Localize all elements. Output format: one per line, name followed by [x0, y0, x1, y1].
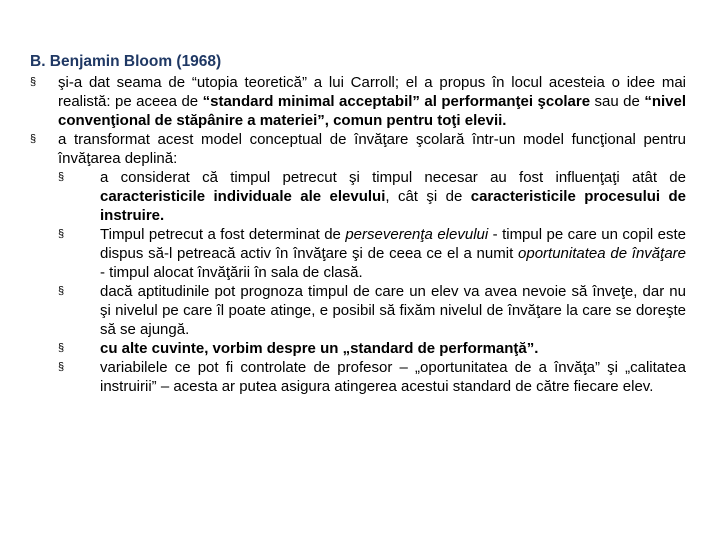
- sub-bullet-item: [30, 282, 686, 339]
- bullet-icon: §: [30, 76, 37, 88]
- item-text: , cât şi de: [385, 188, 471, 205]
- item-text: - timpul alocat învăţării în sala de clasă.: [100, 264, 363, 281]
- sub-bullet-item: [30, 168, 686, 225]
- item-text: a transformat acest model conceptual de învăţare şcolară într-un model funcţional pentru învăţarea deplină:: [58, 131, 686, 167]
- sub-bullet-item: [30, 339, 686, 358]
- bullet-icon: §: [58, 171, 65, 183]
- item-bold-text: caracteristicile procesului de instruire.: [100, 188, 686, 224]
- item-bold-text: “nivel convenţional de stăpânire a materiei”, comun pentru toţi elevii.: [58, 93, 686, 129]
- bullet-icon: §: [30, 133, 37, 145]
- bullet-item: [30, 130, 686, 168]
- item-italic-text: oportunitatea de învăţare: [518, 245, 687, 262]
- bullet-icon: §: [58, 285, 65, 297]
- slide-content: [30, 52, 686, 396]
- sub-bullet-item: [30, 225, 686, 282]
- item-text: sau de: [590, 93, 645, 110]
- item-text: şi-a dat seama de “utopia teoretică” a lui Carroll; el a propus în locul acesteia o idee mai realistă: pe aceea de: [58, 74, 686, 110]
- bullet-icon: §: [58, 342, 65, 354]
- item-text: dacă aptitudinile pot prognoza timpul de care un elev va avea nevoie să înveţe, dar nu şi nivelul pe care îl poate atinge, e posibil să fixăm nivelul de învăţare la care se doreşte să se ajungă.: [100, 283, 686, 338]
- item-italic-text: perseverenţa elevului: [345, 226, 489, 243]
- item-bold-text: “standard minimal acceptabil” al performanţei şcolare: [202, 93, 591, 110]
- sub-bullet-item: [30, 358, 686, 396]
- item-text: variabilele ce pot fi controlate de profesor – „oportunitatea de a învăţa” şi „calitatea instruirii” – acesta ar putea asigura atingerea acestui standard de către fiecare elev.: [100, 359, 686, 395]
- item-text: a considerat că timpul petrecut şi timpul necesar au fost influenţaţi atât de: [100, 169, 686, 186]
- item-bold-text: cu alte cuvinte, vorbim despre un „standard de performanţă”.: [100, 340, 539, 357]
- bullet-icon: §: [58, 228, 65, 240]
- bullet-icon: §: [58, 361, 65, 373]
- item-bold-text: caracteristicile individuale ale elevului: [100, 188, 386, 205]
- item-text: - timpul pe care un copil este dispus să-l petreacă activ în învăţare şi de ceea ce el a numit: [100, 226, 687, 262]
- slide-heading: B. Benjamin Bloom (1968): [30, 53, 222, 70]
- item-text: Timpul petrecut a fost determinat de: [100, 226, 346, 243]
- bullet-item: [30, 73, 686, 130]
